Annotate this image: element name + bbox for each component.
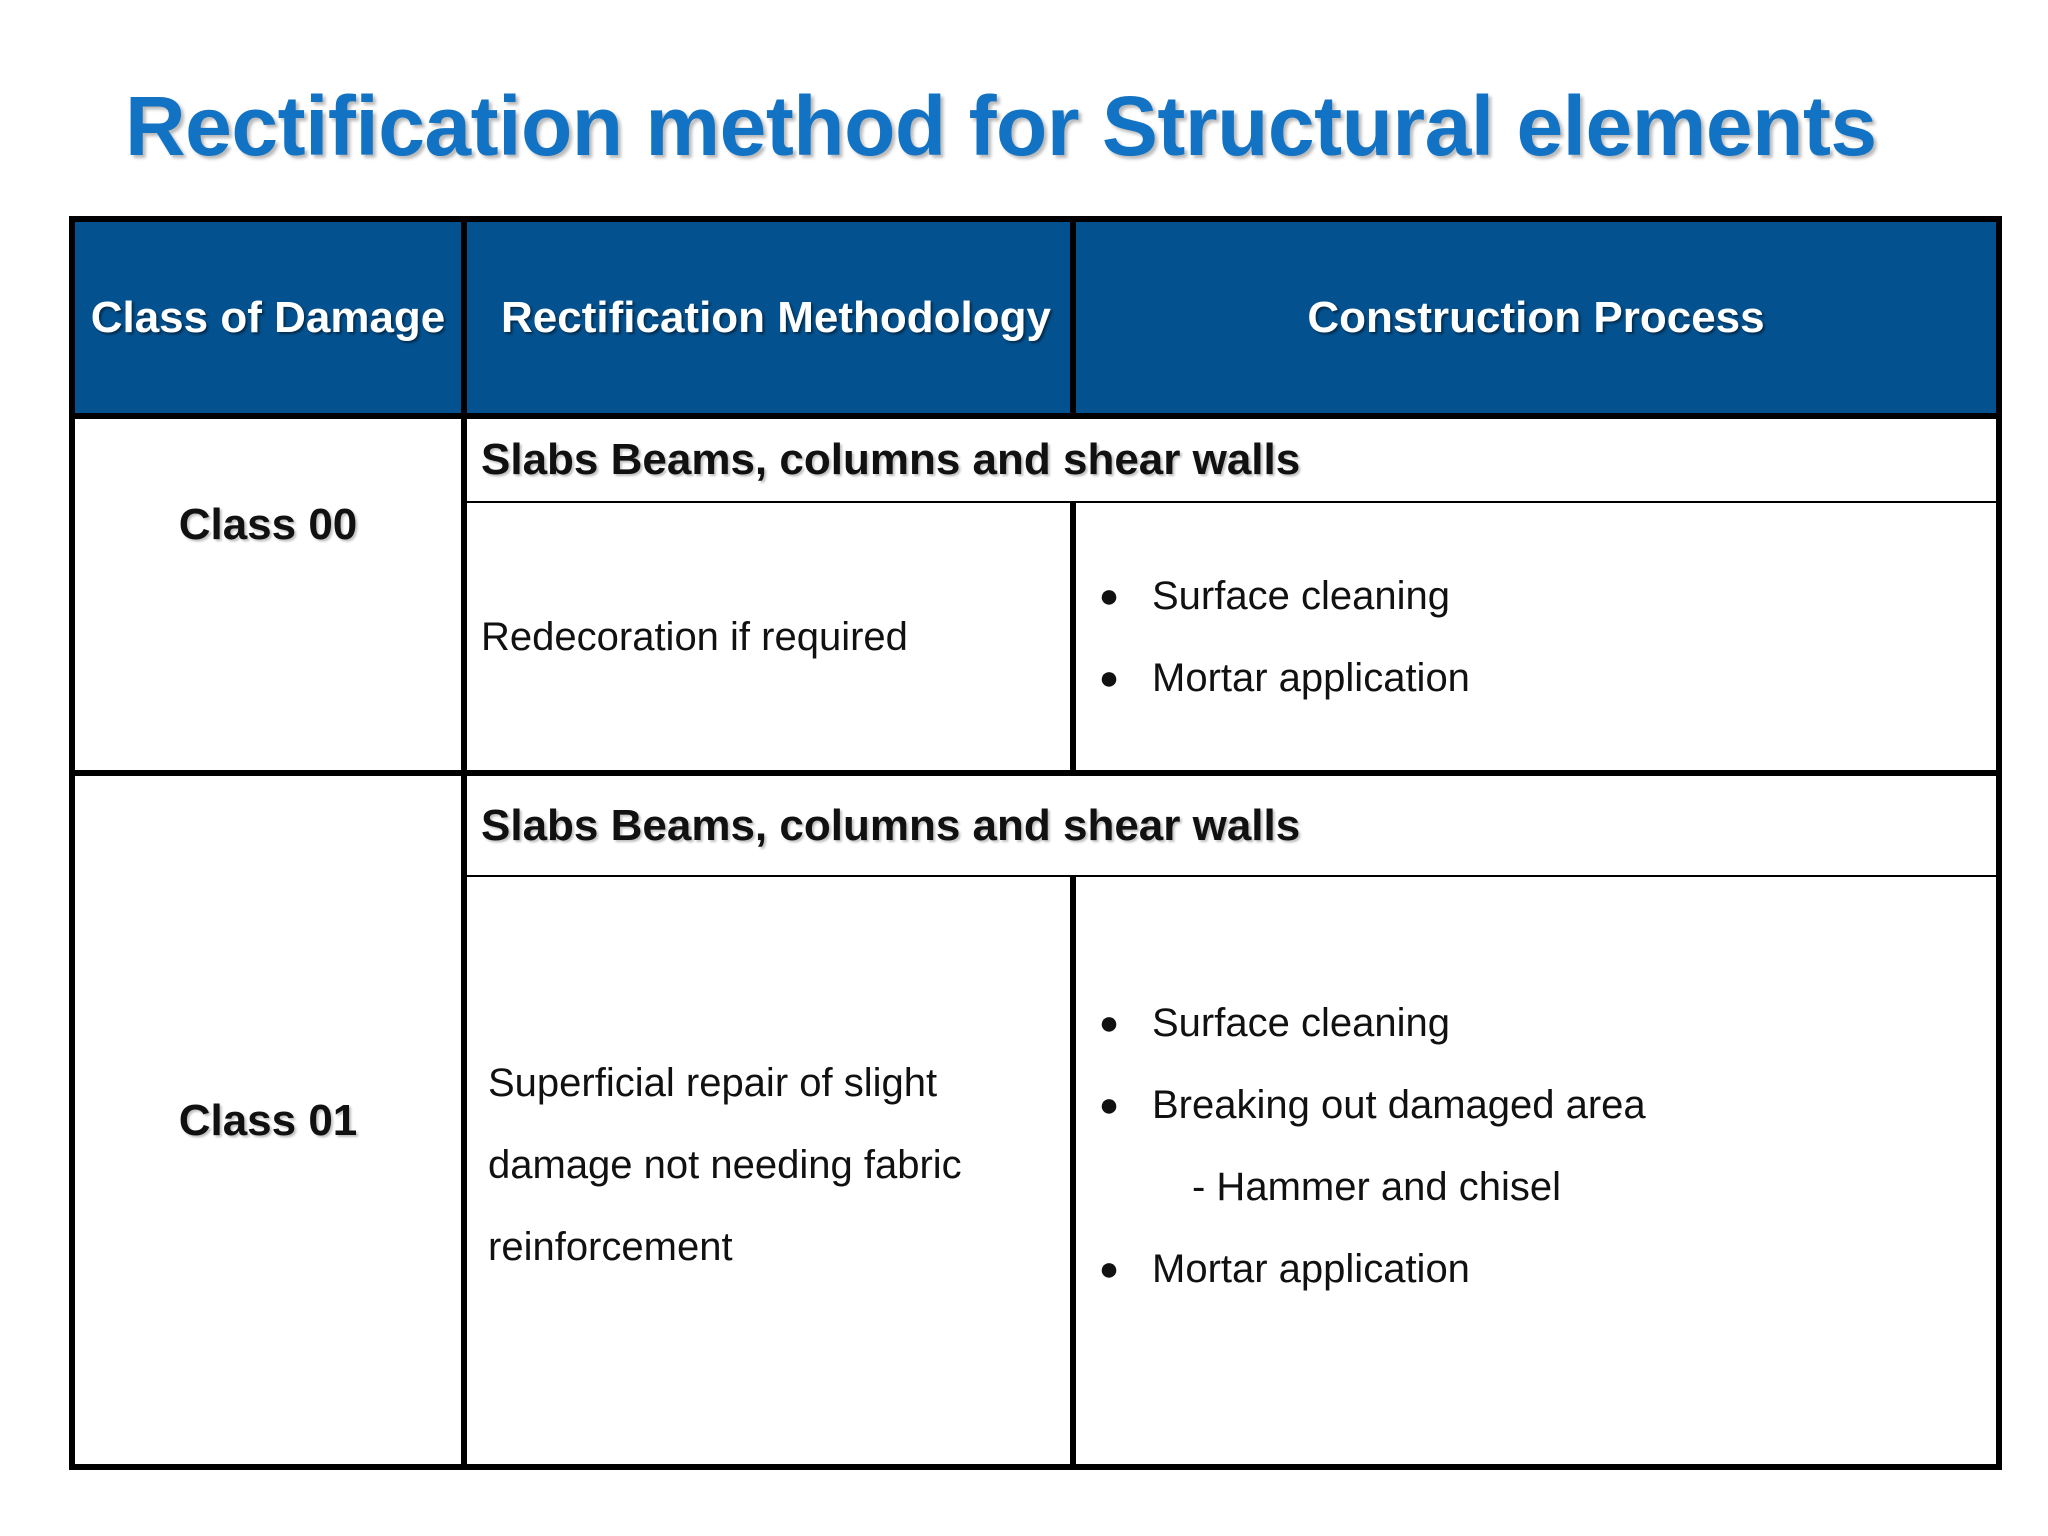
rectification-table	[69, 216, 2002, 1470]
class-cell	[72, 416, 464, 773]
header-class-of-damage: Class of Damage	[72, 219, 464, 416]
list-item	[1098, 1146, 1996, 1228]
class-label: Class 00	[178, 499, 358, 549]
process-cell	[1073, 876, 1999, 1467]
header-rectification-methodology: Rectification Methodology	[464, 219, 1073, 416]
methodology-text: Redecoration if required	[481, 614, 908, 659]
list-item	[1098, 637, 1996, 719]
process-step: Mortar application	[1152, 1246, 1470, 1291]
class-label: Class 01	[178, 1096, 358, 1145]
list-item	[1098, 982, 1996, 1064]
methodology-text: Superficial repair of slight damage not needing fabric reinforcement	[488, 1060, 962, 1269]
slide-title: Rectification method for Structural elements	[125, 79, 1877, 173]
bullet-icon: ●	[1098, 576, 1120, 615]
bullet-icon: ●	[1098, 1003, 1120, 1042]
list-item	[1098, 1228, 1996, 1310]
methodology-cell	[464, 876, 1073, 1467]
list-item	[1098, 1064, 1996, 1146]
bullet-icon: ●	[1098, 1249, 1120, 1288]
bullet-icon: ●	[1098, 658, 1120, 697]
process-step: Breaking out damaged area	[1152, 1082, 1646, 1127]
process-cell	[1073, 502, 1999, 773]
process-list	[1076, 555, 1996, 719]
process-step: Surface cleaning	[1152, 573, 1450, 618]
process-list	[1076, 982, 1996, 1310]
class-cell	[72, 773, 464, 1467]
table-header-row	[72, 219, 1999, 416]
element-group-header: Slabs Beams, columns and shear walls	[464, 416, 1999, 502]
header-construction-process: Construction Process	[1073, 219, 1999, 416]
process-substep: - Hammer and chisel	[1192, 1164, 1562, 1209]
process-step: Mortar application	[1152, 655, 1470, 700]
table-row	[72, 773, 1999, 876]
process-step: Surface cleaning	[1152, 1000, 1450, 1045]
table-row	[72, 416, 1999, 502]
list-item	[1098, 555, 1996, 637]
element-group-header: Slabs Beams, columns and shear walls	[464, 773, 1999, 876]
methodology-cell	[464, 502, 1073, 773]
bullet-icon: ●	[1098, 1085, 1120, 1124]
